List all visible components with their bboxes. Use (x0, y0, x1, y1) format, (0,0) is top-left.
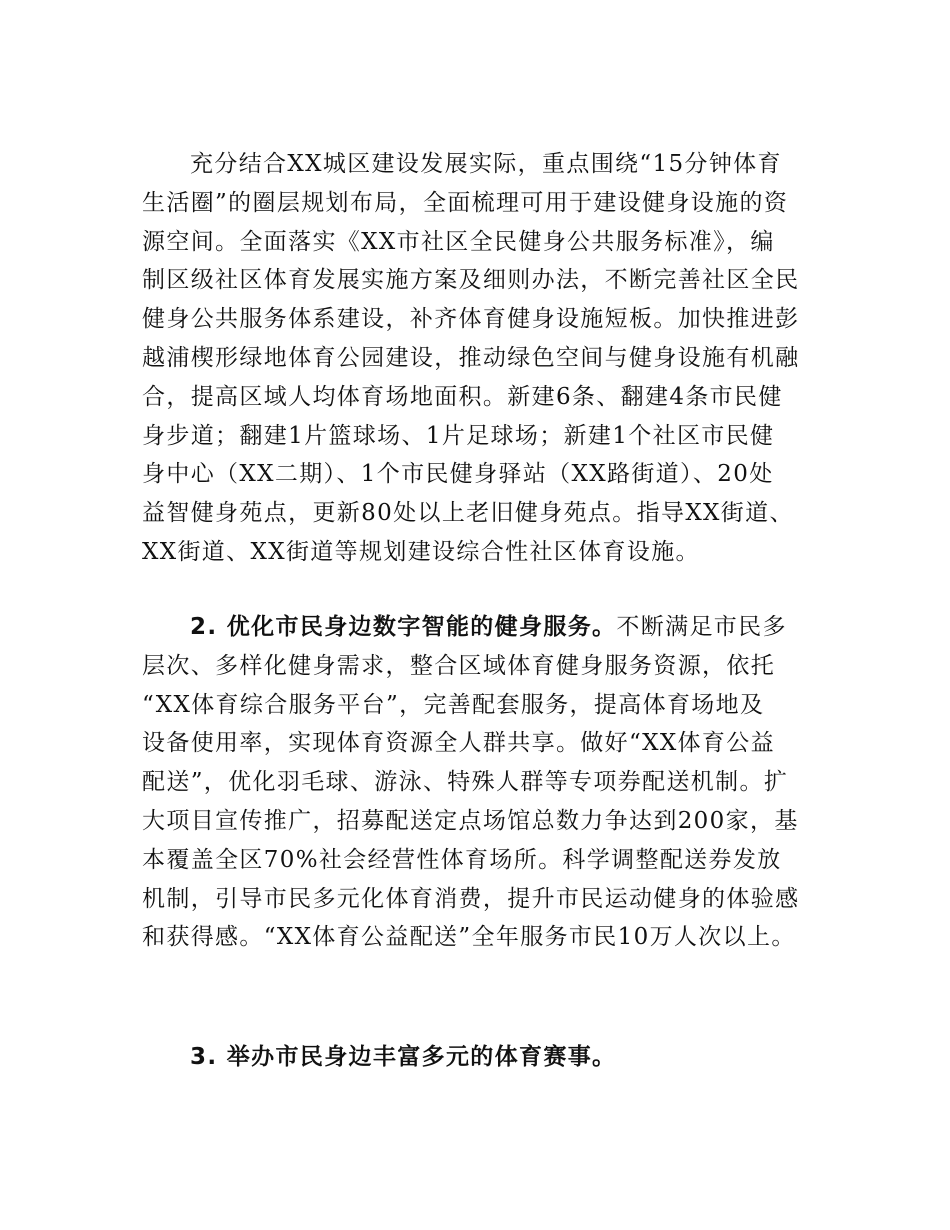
text-line: “XX体育综合服务平台”，完善配套服务，提高体育场地及 (142, 691, 765, 718)
text-line: 身中心（XX二期）、1个市民健身驿站（XX路街道）、20处 (142, 461, 774, 488)
text-line: 机制，引导市民多元化体育消费，提升市民运动健身的体验感 (142, 885, 800, 912)
text-line: 配送”，优化羽毛球、游泳、特殊人群等专项券配送机制。扩 (142, 769, 789, 796)
section-heading: 2. 优化市民身边数字智能的健身服务。 (190, 614, 617, 640)
paragraph-facilities (142, 145, 812, 572)
text-line: 充分结合XX城区建设发展实际，重点围绕“15分钟体育 (190, 151, 782, 177)
text-line: 大项目宣传推广，招募配送定点场馆总数力争达到200家，基 (142, 807, 799, 834)
text-line: 和获得感。“XX体育公益配送”全年服务市民10万人次以上。 (142, 924, 796, 951)
text-line: 身步道；翻建1片篮球场、1片足球场；新建1个社区市民健 (142, 422, 775, 449)
text-line: 合，提高区域人均体育场地面积。新建6条、翻建4条市民健 (142, 383, 783, 410)
text-line: 本覆盖全区70%社会经营性体育场所。科学调整配送券发放 (142, 846, 782, 873)
section-heading: 3. 举办市民身边丰富多元的体育赛事。 (190, 1044, 617, 1070)
text-run: 不断满足市民多 (616, 614, 787, 640)
text-line: XX街道、XX街道等规划建设综合性社区体育设施。 (142, 538, 700, 565)
text-line: 健身公共服务体系建设，补齐体育健身设施短板。加快推进彭 (142, 306, 800, 333)
text-line (142, 608, 812, 647)
paragraph-digital-services (142, 608, 812, 957)
text-line: 层次、多样化健身需求，整合区域体育健身服务资源，依托 (142, 652, 776, 679)
text-line: 源空间。全面落实《XX市社区全民健身公共服务标准》，编 (142, 228, 775, 255)
text-line: 制区级社区体育发展实施方案及细则办法，不断完善社区全民 (142, 267, 800, 294)
text-line: 越浦楔形绿地体育公园建设，推动绿色空间与健身设施有机融 (142, 344, 800, 371)
text-line: 设备使用率，实现体育资源全人群共享。做好“XX体育公益 (142, 730, 775, 757)
text-line: 生活圈”的圈层规划布局，全面梳理可用于建设健身设施的资 (142, 189, 789, 216)
paragraph-sports-events (142, 1038, 812, 1077)
text-line: 益智健身苑点，更新80处以上老旧健身苑点。指导XX街道、 (142, 500, 794, 527)
